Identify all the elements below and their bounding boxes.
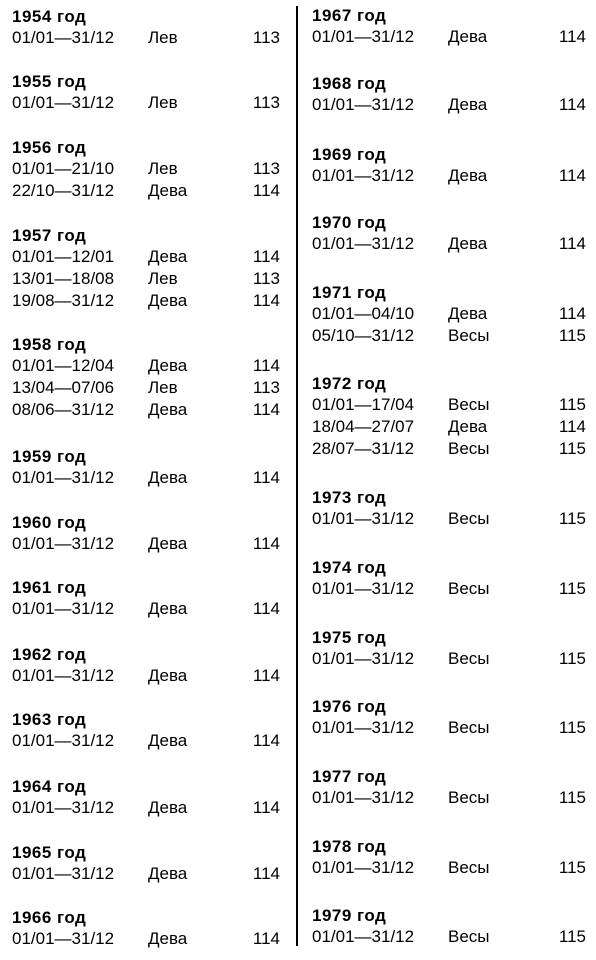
date-range: 01/01—31/12 <box>312 649 415 668</box>
sign-name: Дева <box>148 864 188 883</box>
degree-value: 114 <box>252 181 280 200</box>
year-heading: 1970 год <box>312 213 387 232</box>
year-heading: 1977 год <box>312 767 387 786</box>
year-heading: 1979 год <box>312 906 387 925</box>
table-row <box>0 533 290 555</box>
date-range: 01/01—31/12 <box>312 509 415 528</box>
table-row <box>300 578 596 600</box>
date-range: 05/10—31/12 <box>312 326 415 345</box>
date-range: 01/01—31/12 <box>312 27 415 46</box>
table-row <box>300 857 596 879</box>
degree-value: 115 <box>558 858 586 877</box>
column-divider <box>296 6 298 946</box>
table-row <box>0 598 290 620</box>
date-range: 01/01—31/12 <box>312 927 415 946</box>
degree-value: 114 <box>252 356 280 375</box>
table-row <box>300 926 596 948</box>
degree-value: 113 <box>252 378 280 397</box>
sign-name: Дева <box>148 356 188 375</box>
year-heading: 1978 год <box>312 837 387 856</box>
year-heading: 1973 год <box>312 488 387 507</box>
table-row <box>0 355 290 377</box>
year-heading: 1964 год <box>12 777 87 796</box>
sign-name: Весы <box>448 718 490 737</box>
degree-value: 114 <box>252 534 280 553</box>
date-range: 01/01—31/12 <box>312 234 415 253</box>
table-row <box>0 27 290 49</box>
sign-name: Весы <box>448 858 490 877</box>
degree-value: 114 <box>558 95 586 114</box>
degree-value: 114 <box>252 400 280 419</box>
year-heading: 1959 год <box>12 447 87 466</box>
sign-name: Весы <box>448 649 490 668</box>
date-range: 19/08—31/12 <box>12 291 115 310</box>
date-range: 01/01—31/12 <box>12 93 115 112</box>
sign-name: Дева <box>448 417 488 436</box>
date-range: 01/01—31/12 <box>12 864 115 883</box>
table-row <box>300 233 596 255</box>
date-range: 28/07—31/12 <box>312 439 415 458</box>
degree-value: 115 <box>558 439 586 458</box>
year-heading: 1958 год <box>12 335 87 354</box>
sign-name: Дева <box>148 247 188 266</box>
table-row <box>0 399 290 421</box>
sign-name: Весы <box>448 326 490 345</box>
degree-value: 115 <box>558 326 586 345</box>
date-range: 01/01—12/01 <box>12 247 115 266</box>
sign-name: Дева <box>148 798 188 817</box>
sign-name: Дева <box>148 400 188 419</box>
degree-value: 115 <box>558 395 586 414</box>
year-heading: 1954 год <box>12 7 87 26</box>
sign-name: Дева <box>148 534 188 553</box>
sign-name: Весы <box>448 439 490 458</box>
table-row <box>300 787 596 809</box>
sign-name: Весы <box>448 788 490 807</box>
date-range: 01/01—12/04 <box>12 356 115 375</box>
sign-name: Лев <box>148 378 178 397</box>
degree-value: 114 <box>252 798 280 817</box>
date-range: 01/01—31/12 <box>12 798 115 817</box>
sign-name: Весы <box>448 927 490 946</box>
degree-value: 114 <box>252 291 280 310</box>
year-heading: 1967 год <box>312 6 387 25</box>
date-range: 01/01—31/12 <box>12 929 115 948</box>
date-range: 22/10—31/12 <box>12 181 115 200</box>
degree-value: 114 <box>558 166 586 185</box>
table-row <box>300 303 596 325</box>
date-range: 01/01—04/10 <box>312 304 415 323</box>
table-row <box>300 325 596 347</box>
sign-name: Лев <box>148 159 178 178</box>
year-heading: 1975 год <box>312 628 387 647</box>
date-range: 01/01—31/12 <box>312 166 415 185</box>
date-range: 13/04—07/06 <box>12 378 115 397</box>
date-range: 08/06—31/12 <box>12 400 115 419</box>
table-row <box>0 268 290 290</box>
table-row <box>300 394 596 416</box>
table-row <box>300 26 596 48</box>
degree-value: 114 <box>252 929 280 948</box>
year-heading: 1957 год <box>12 226 87 245</box>
sign-name: Дева <box>148 599 188 618</box>
degree-value: 114 <box>252 468 280 487</box>
year-heading: 1963 год <box>12 710 87 729</box>
sign-name: Весы <box>448 395 490 414</box>
degree-value: 114 <box>252 864 280 883</box>
table-row <box>300 648 596 670</box>
table-row <box>300 438 596 460</box>
degree-value: 114 <box>558 417 586 436</box>
degree-value: 115 <box>558 579 586 598</box>
sign-name: Дева <box>148 929 188 948</box>
degree-value: 115 <box>558 718 586 737</box>
year-heading: 1976 год <box>312 697 387 716</box>
sign-name: Весы <box>448 509 490 528</box>
date-range: 13/01—18/08 <box>12 269 115 288</box>
sign-name: Дева <box>448 27 488 46</box>
sign-name: Дева <box>448 234 488 253</box>
table-row <box>0 863 290 885</box>
table-row <box>0 928 290 950</box>
sign-name: Лев <box>148 269 178 288</box>
degree-value: 115 <box>558 509 586 528</box>
sign-name: Дева <box>448 304 488 323</box>
year-heading: 1969 год <box>312 145 387 164</box>
date-range: 01/01—31/12 <box>12 28 115 47</box>
table-row <box>300 416 596 438</box>
year-heading: 1955 год <box>12 72 87 91</box>
degree-value: 114 <box>558 304 586 323</box>
date-range: 01/01—31/12 <box>312 718 415 737</box>
table-row <box>0 730 290 752</box>
sign-name: Дева <box>148 666 188 685</box>
year-heading: 1972 год <box>312 374 387 393</box>
degree-value: 114 <box>252 247 280 266</box>
sign-name: Дева <box>448 166 488 185</box>
date-range: 01/01—31/12 <box>12 599 115 618</box>
table-row <box>0 290 290 312</box>
year-heading: 1968 год <box>312 74 387 93</box>
table-row <box>0 377 290 399</box>
degree-value: 114 <box>252 599 280 618</box>
date-range: 01/01—31/12 <box>312 95 415 114</box>
date-range: 01/01—31/12 <box>12 666 115 685</box>
date-range: 01/01—31/12 <box>312 579 415 598</box>
year-heading: 1960 год <box>12 513 87 532</box>
table-row <box>0 797 290 819</box>
degree-value: 113 <box>252 269 280 288</box>
year-heading: 1971 год <box>312 283 387 302</box>
degree-value: 115 <box>558 927 586 946</box>
date-range: 01/01—31/12 <box>12 468 115 487</box>
date-range: 01/01—17/04 <box>312 395 415 414</box>
degree-value: 115 <box>558 649 586 668</box>
table-row <box>300 508 596 530</box>
table-row <box>0 665 290 687</box>
year-heading: 1974 год <box>312 558 387 577</box>
table-row <box>300 165 596 187</box>
year-heading: 1956 год <box>12 138 87 157</box>
degree-value: 114 <box>252 666 280 685</box>
year-heading: 1961 год <box>12 578 87 597</box>
sign-name: Лев <box>148 28 178 47</box>
table-row <box>0 467 290 489</box>
table-row <box>0 158 290 180</box>
degree-value: 113 <box>252 159 280 178</box>
table-row <box>0 92 290 114</box>
sign-name: Дева <box>148 468 188 487</box>
sign-name: Дева <box>148 181 188 200</box>
sign-name: Дева <box>148 291 188 310</box>
degree-value: 113 <box>252 28 280 47</box>
date-range: 01/01—31/12 <box>312 858 415 877</box>
sign-name: Дева <box>448 95 488 114</box>
degree-value: 114 <box>558 27 586 46</box>
degree-value: 115 <box>558 788 586 807</box>
table-row <box>300 717 596 739</box>
date-range: 01/01—31/12 <box>12 731 115 750</box>
table-row <box>0 246 290 268</box>
year-heading: 1966 год <box>12 908 87 927</box>
degree-value: 113 <box>252 93 280 112</box>
table-row <box>300 94 596 116</box>
year-heading: 1965 год <box>12 843 87 862</box>
year-heading: 1962 год <box>12 645 87 664</box>
degree-value: 114 <box>558 234 586 253</box>
degree-value: 114 <box>252 731 280 750</box>
date-range: 01/01—21/10 <box>12 159 115 178</box>
date-range: 18/04—27/07 <box>312 417 415 436</box>
sign-name: Весы <box>448 579 490 598</box>
sign-name: Лев <box>148 93 178 112</box>
sign-name: Дева <box>148 731 188 750</box>
date-range: 01/01—31/12 <box>312 788 415 807</box>
date-range: 01/01—31/12 <box>12 534 115 553</box>
table-row <box>0 180 290 202</box>
